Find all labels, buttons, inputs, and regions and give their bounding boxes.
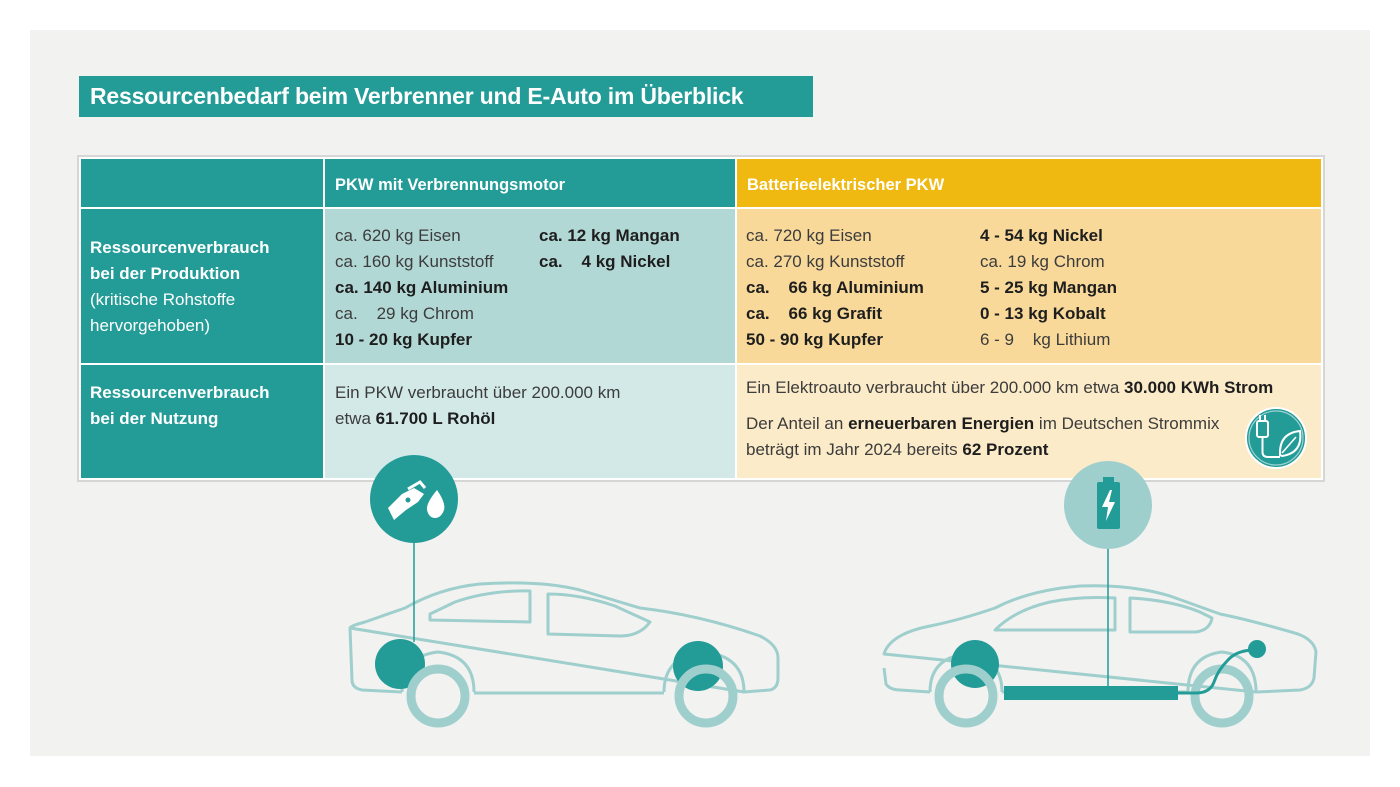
plug-leaf-icon: [1246, 408, 1306, 468]
header-elektro: Batterieelektrischer PKW: [747, 176, 945, 194]
electric-car-wheels: [939, 640, 1249, 723]
elektro-nutzung-p1-value: 30.000 KWh Strom: [1124, 378, 1274, 397]
material-item: 6 - 9 kg Lithium: [980, 330, 1111, 349]
battery-icon: [1064, 461, 1152, 549]
material-item: 5 - 25 kg Mangan: [980, 278, 1117, 297]
elektro-nutzung-p1: Ein Elektroauto verbraucht über 200.000 km etwa: [746, 378, 1124, 397]
elektro-nutzung-p2b: im Deutschen Strommix: [1034, 414, 1220, 433]
material-item: 10 - 20 kg Kupfer: [335, 330, 472, 349]
verbrenner-nutzung-pre: etwa: [335, 409, 376, 428]
material-item: ca. 620 kg Eisen: [335, 226, 461, 245]
page-title: Ressourcenbedarf beim Verbrenner und E-Auto im Überblick: [79, 76, 813, 117]
elektro-nutzung-p2c: beträgt im Jahr 2024 bereits: [746, 440, 963, 459]
verbrenner-nutzung-line1: Ein PKW verbraucht über 200.000 km: [335, 383, 621, 402]
material-item: ca. 270 kg Kunststoff: [746, 252, 905, 271]
verbrenner-nutzung-value: 61.700 L Rohöl: [375, 409, 496, 428]
material-item: ca. 66 kg Aluminium: [746, 278, 924, 297]
material-item: ca. 4 kg Nickel: [539, 252, 671, 271]
material-item: ca. 140 kg Aluminium: [335, 278, 509, 297]
combustion-car-wheels: [375, 639, 733, 723]
produktion-label-note2: hervorgehoben): [90, 316, 211, 335]
elektro-nutzung-p2a: Der Anteil an: [746, 414, 849, 433]
produktion-label-note1: (kritische Rohstoffe: [90, 290, 236, 309]
material-item: ca. 66 kg Grafit: [746, 304, 883, 323]
material-item: ca. 160 kg Kunststoff: [335, 252, 494, 271]
material-item: ca. 29 kg Chrom: [335, 304, 474, 323]
elektro-nutzung-renewable: erneuerbaren Energien: [848, 414, 1035, 433]
nutzung-label-line2: bei der Nutzung: [90, 409, 219, 428]
produktion-label-line1: Ressourcenverbrauch: [90, 238, 270, 257]
produktion-label-line2: bei der Produktion: [90, 264, 241, 283]
material-item: 50 - 90 kg Kupfer: [746, 330, 883, 349]
fuel-pump-icon: [370, 455, 458, 543]
nutzung-label-line1: Ressourcenverbrauch: [90, 383, 270, 402]
material-item: ca. 720 kg Eisen: [746, 226, 872, 245]
material-item: ca. 12 kg Mangan: [539, 226, 680, 245]
material-item: 0 - 13 kg Kobalt: [980, 304, 1106, 323]
elektro-nutzung-percent: 62 Prozent: [962, 440, 1049, 459]
material-item: 4 - 54 kg Nickel: [980, 226, 1103, 245]
header-verbrenner: PKW mit Verbrennungsmotor: [335, 176, 566, 194]
material-item: ca. 19 kg Chrom: [980, 252, 1105, 271]
